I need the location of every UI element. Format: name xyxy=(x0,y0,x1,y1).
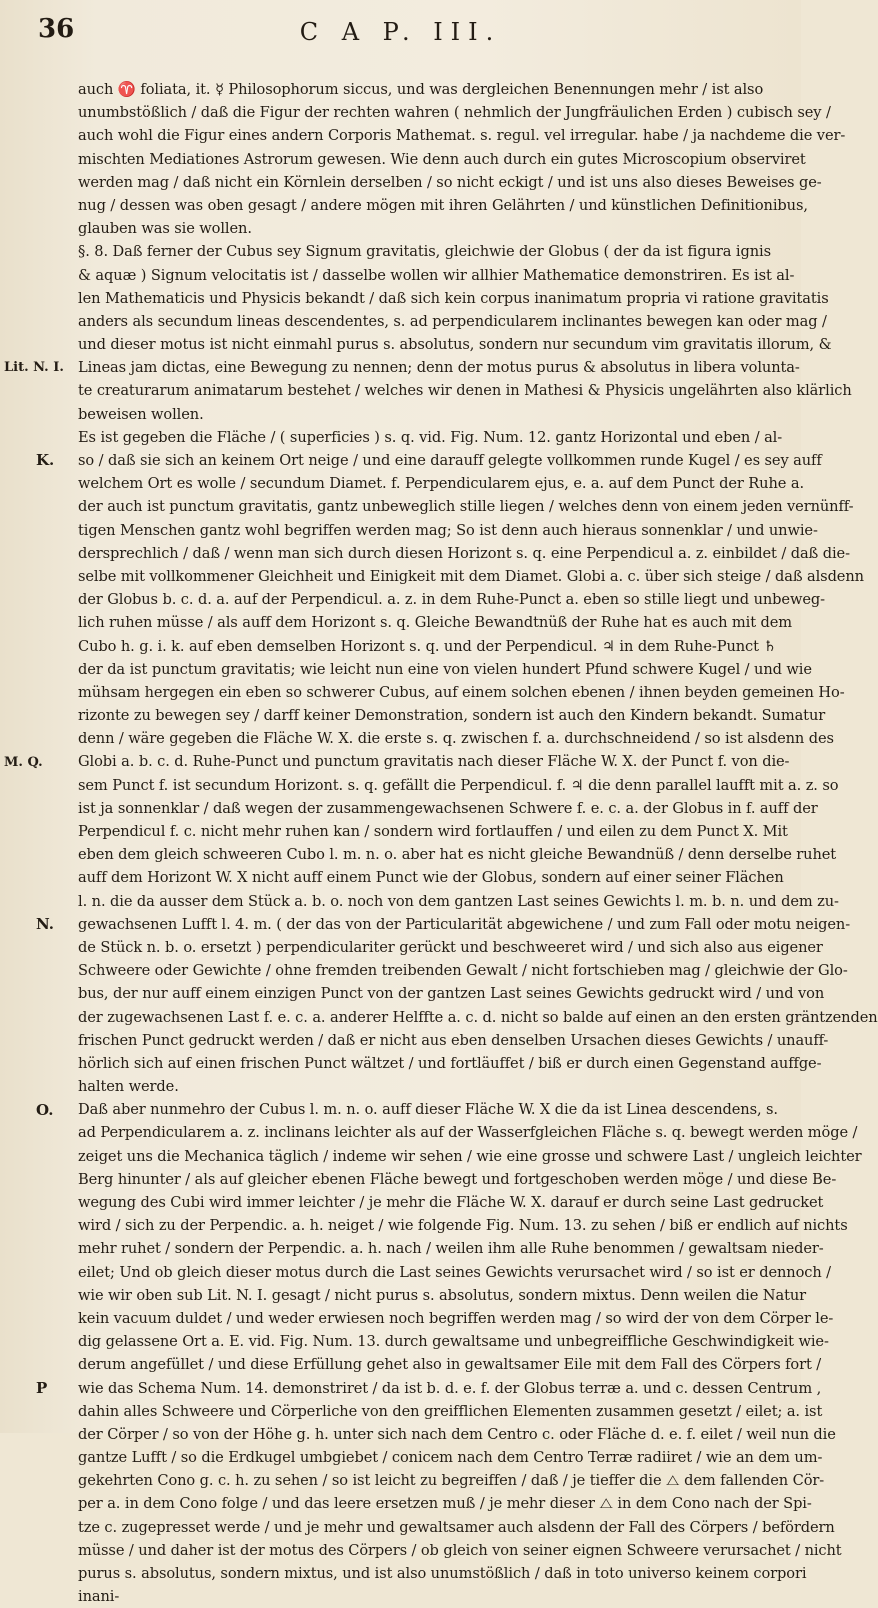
text-line: wie wir oben sub Lit. N. I. gesagt / nicht purus s. absolutus, sondern mixtus. Denn weilen die Natur xyxy=(78,1286,807,1304)
running-head: C A P. III. xyxy=(299,18,502,46)
text-line: gantze Lufft / so die Erdkugel umbgiebet / conicem nach dem Centro Terræ radiiret / wie an dem um- xyxy=(78,1449,823,1467)
text-line: te creaturarum animatarum bestehet / welches wir denen in Mathesi & Physicis ungelährten also klärlich xyxy=(78,382,852,400)
margin-note: N. xyxy=(36,915,54,934)
margin-note: O. xyxy=(36,1100,54,1119)
text-line: auff dem Horizont W. X nicht auff einem Punct wie der Globus, sondern auf einer seiner Flächen xyxy=(78,869,784,887)
margin-notes xyxy=(0,78,80,1423)
text-line: lich ruhen müsse / als auff dem Horizont s. q. Gleiche Bewandtnüß der Ruhe hat es auch mit dem xyxy=(78,614,793,632)
text-line: Perpendicul f. c. nicht mehr ruhen kan / sondern wird fortlauffen / und eilen zu dem Punct X. Mit xyxy=(78,823,788,840)
text-line: selbe mit vollkommener Gleichheit und Einigkeit mit dem Diamet. Globi a. c. über sich steige / daß alsdenn xyxy=(78,567,864,585)
margin-note: P xyxy=(36,1379,48,1398)
text-line: l. n. die da ausser dem Stück a. b. o. noch von dem gantzen Last seines Gewichts l. m. b. n. und dem zu- xyxy=(78,892,839,910)
text-line: dahin alles Schweere und Cörperliche von den greifflichen Elementen zusammen gesetzt / eilet; a. ist xyxy=(78,1402,823,1420)
page-header xyxy=(0,12,801,72)
text-line: sem Punct f. ist secundum Horizont. s. q. gefällt die Perpendicul. f. ♃ die denn parallel laufft mit a. z. so xyxy=(78,776,839,794)
text-line: Berg hinunter / als auf gleicher ebenen Fläche bewegt und fortgeschoben werden möge / und diese Be- xyxy=(78,1170,837,1188)
text-line: und dieser motus ist nicht einmahl purus s. absolutus, sondern nur secundum vim gravitatis illorum, & xyxy=(78,336,832,354)
text-line: purus s. absolutus, sondern mixtus, und ist also unumstößlich / daß in toto universo keinem corpori xyxy=(78,1565,807,1582)
text-line: der da ist punctum gravitatis; wie leicht nun eine von vielen hundert Pfund schwere Kugel / und wie xyxy=(78,660,812,678)
text-line: zeiget uns die Mechanica täglich / indeme wir sehen / wie eine grosse und schwere Last / ungleich leichter xyxy=(78,1147,862,1165)
text-line: müsse / und daher ist der motus des Cörpers / ob gleich von seiner eignen Schweere verursachet / nicht xyxy=(78,1541,842,1559)
text-line: kein vacuum duldet / und weder erwiesen noch begriffen werden mag / so wird der von dem Cörper le- xyxy=(78,1309,834,1327)
text-line: hörlich sich auf einen frischen Punct wältzet / und fortläuffet / biß er durch einen Gegenstand auffge- xyxy=(78,1054,822,1072)
text-line: halten werde. xyxy=(78,1078,179,1096)
text-line: unumbstößlich / daß die Figur der rechten wahren ( nehmlich der Jungfräulichen Erden ) cubisch sey / xyxy=(78,104,831,122)
text-block xyxy=(78,78,878,1608)
text-line: Cubo h. g. i. k. auf eben demselben Horizont s. q. und der Perpendicul. ♃ in dem Ruhe-Punct ♄ xyxy=(78,637,777,655)
text-line: ad Perpendicularem a. z. inclinans leichter als auf der Wasserfgleichen Fläche s. q. bewegt werden möge / xyxy=(78,1124,858,1142)
text-line: mühsam hergegen ein eben so schwerer Cubus, auf einem solchen ebenen / ihnen beyden gemeinen Ho- xyxy=(78,683,845,701)
text-line: der Globus b. c. d. a. auf der Perpendicul. a. z. in dem Ruhe-Punct a. eben so stille liegt und unbeweg- xyxy=(78,591,825,609)
text-line: wie das Schema Num. 14. demonstriret / da ist b. d. e. f. der Globus terræ a. und c. dessen Centrum , xyxy=(78,1379,822,1397)
text-line: anders als secundum lineas descendentes, s. ad perpendicularem inclinantes bewegen kan oder mag / xyxy=(78,312,827,330)
text-line: eilet; Und ob gleich dieser motus durch die Last seines Gewichts verursachet wird / so ist er dennoch / xyxy=(78,1263,832,1281)
text-line: mischten Mediationes Astrorum gewesen. Wie denn auch durch ein gutes Microscopium observiret xyxy=(78,150,806,168)
text-line: gekehrten Cono g. c. h. zu sehen / so ist leicht zu begreiffen / daß / je tieffer die ⧍ dem fallenden Cör- xyxy=(78,1472,825,1490)
text-line: glauben was sie wollen. xyxy=(78,220,252,238)
text-line: Lineas jam dictas, eine Bewegung zu nennen; denn der motus purus & absolutus in libera volunta- xyxy=(78,359,800,377)
text-line: eben dem gleich schweeren Cubo l. m. n. o. aber hat es nicht gleiche Bewandnüß / denn derselbe ruhet xyxy=(78,846,837,864)
page-body xyxy=(0,78,878,1606)
text-line: Schweere oder Gewichte / ohne fremden treibenden Gewalt / nicht fortschieben mag / gleichwie der Glo- xyxy=(78,962,848,980)
text-line: der zugewachsenen Last f. e. c. a. anderer Helffte a. c. d. nicht so balde auf einen an den ersten gräntzenden xyxy=(78,1008,878,1026)
text-line: inani- xyxy=(78,1588,120,1606)
text-line: tigen Menschen gantz wohl begriffen werden mag; So ist denn auch hieraus sonnenklar / und unwie- xyxy=(78,521,818,539)
margin-note: K. xyxy=(36,451,55,470)
text-line: Es ist gegeben die Fläche / ( superficies ) s. q. vid. Fig. Num. 12. gantz Horizontal und eben / al- xyxy=(78,428,783,446)
page-number: 36 xyxy=(38,14,75,44)
text-line: gewachsenen Lufft l. 4. m. ( der das von der Particularität abgewichene / und zum Fall oder motu neigen- xyxy=(78,915,851,933)
text-line: per a. in dem Cono folge / und das leere ersetzen muß / je mehr dieser ⧍ in dem Cono nach der Spi- xyxy=(78,1495,812,1513)
text-line: tze c. zugepresset werde / und je mehr und gewaltsamer auch alsdenn der Fall des Cörpers / befördern xyxy=(78,1518,835,1536)
text-line: frischen Punct gedruckt werden / daß er nicht aus eben denselben Ursachen dieses Gewichts / unauff- xyxy=(78,1031,829,1049)
text-line: so / daß sie sich an keinem Ort neige / und eine darauff gelegte vollkommen runde Kugel / es sey auff xyxy=(78,452,822,469)
text-line: mehr ruhet / sondern der Perpendic. a. h. nach / weilen ihm alle Ruhe benommen / gewaltsam nieder- xyxy=(78,1240,824,1258)
text-line: auch wohl die Figur eines andern Corporis Mathemat. s. regul. vel irregular. habe / ja nachdeme die ver- xyxy=(78,127,846,145)
margin-note: Lit. N. I. xyxy=(4,360,64,376)
text-line: dersprechlich / daß / wenn man sich durch diesen Horizont s. q. eine Perpendicul a. z. einbildet / daß die- xyxy=(78,544,850,562)
text-line: der Cörper / so von der Höhe g. h. unter sich nach dem Centro c. oder Fläche d. e. f. eilet / weil nun die xyxy=(78,1425,836,1443)
text-line: denn / wäre gegeben die Fläche W. X. die erste s. q. zwischen f. a. durchschneidend / so ist alsdenn des xyxy=(78,730,834,748)
text-line: §. 8. Daß ferner der Cubus sey Signum gravitatis, gleichwie der Globus ( der da ist figura ignis xyxy=(78,243,771,261)
text-line: wegung des Cubi wird immer leichter / je mehr die Fläche W. X. darauf er durch seine Last gedrucket xyxy=(78,1194,824,1211)
text-line: de Stück n. b. o. ersetzt ) perpendiculariter gerückt und beschweeret wird / und sich also aus eigener xyxy=(78,938,823,956)
text-line: welchem Ort es wolle / secundum Diamet. f. Perpendicularem ejus, e. a. auf dem Punct der Ruhe a. xyxy=(78,475,804,493)
text-line: & aquæ ) Signum velocitatis ist / dasselbe wollen wir allhier Mathematice demonstriren. Es ist al- xyxy=(78,266,795,284)
text-line: Globi a. b. c. d. Ruhe-Punct und punctum gravitatis nach dieser Fläche W. X. der Punct f. von die- xyxy=(78,753,790,771)
text-line: derum angefüllet / und diese Erfüllung gehet also in gewaltsamer Eile mit dem Fall des Cörpers fort / xyxy=(78,1356,822,1374)
text-line: dig gelassene Ort a. E. vid. Fig. Num. 13. durch gewaltsame und unbegreiffliche Geschwindigkeit wie- xyxy=(78,1333,829,1351)
text-line: rizonte zu bewegen sey / darff keiner Demonstration, sondern ist auch den Kindern bekandt. Sumatur xyxy=(78,707,826,725)
text-line: wird / sich zu der Perpendic. a. h. neiget / wie folgende Fig. Num. 13. zu sehen / biß er endlich auf nichts xyxy=(78,1217,848,1235)
text-line: ist ja sonnenklar / daß wegen der zusammengewachsenen Schwere f. e. c. a. der Globus in f. auff der xyxy=(78,799,818,817)
text-line: bus, der nur auff einem einzigen Punct von der gantzen Last seines Gewichts gedruckt wird / und von xyxy=(78,985,825,1003)
text-line: nug / dessen was oben gesagt / andere mögen mit ihren Gelährten / und künstlichen Definitionibus, xyxy=(78,196,808,214)
text-line: auch ♈ foliata, it. ☿ Philosophorum siccus, und was dergleichen Benennungen mehr / ist also xyxy=(78,81,764,98)
text-line: Daß aber nunmehro der Cubus l. m. n. o. auff dieser Fläche W. X die da ist Linea descendens, s. xyxy=(78,1101,778,1119)
text-line: beweisen wollen. xyxy=(78,405,204,423)
text-line: der auch ist punctum gravitatis, gantz unbeweglich stille liegen / welches denn von einem jeden vernünff- xyxy=(78,498,854,516)
text-line: len Mathematicis und Physicis bekandt / daß sich kein corpus inanimatum propria vi ratione gravitatis xyxy=(78,289,829,307)
text-line: werden mag / daß nicht ein Körnlein derselben / so nicht eckigt / und ist uns also dieses Beweises ge- xyxy=(78,173,822,191)
margin-note: M. Q. xyxy=(4,754,43,770)
